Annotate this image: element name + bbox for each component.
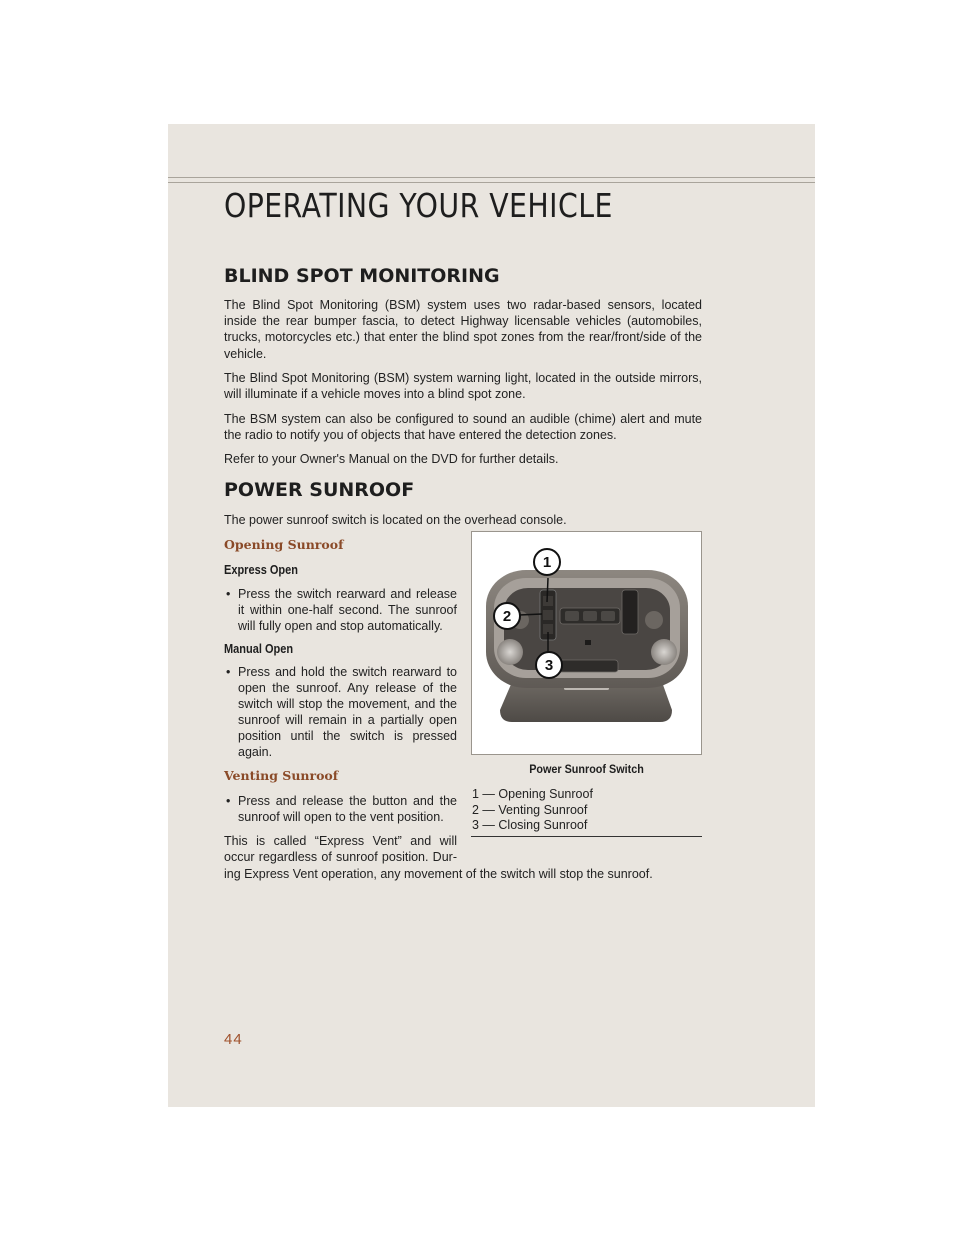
open-switch-segment (543, 596, 553, 606)
figure-caption: Power Sunroof Switch (529, 762, 644, 776)
express-vent-line-1: This is called “Express Vent” and will (224, 834, 457, 848)
page-number: 44 (224, 1031, 243, 1048)
callout-line-1 (547, 578, 548, 602)
callout-line-2 (519, 614, 542, 615)
express-vent-line-2: occur regardless of sunroof position. Dur- (224, 850, 457, 864)
garage-button-1 (565, 611, 579, 621)
bsm-paragraph-3: The BSM system can also be configured to sound an audible (chime) alert and mute the radio to notify you of objects that have entered the detection zones. (224, 412, 702, 443)
venting-text: Press and release the button and the sunroof will open to the vent position. (238, 794, 457, 824)
garage-button-2 (583, 611, 597, 621)
garage-button-3 (601, 611, 615, 621)
speaker-grille-right (645, 611, 663, 629)
console-panel (504, 588, 670, 670)
express-vent-line-3: ing Express Vent operation, any movement of the switch will stop the sunroof. (224, 867, 653, 881)
legend-item-1: 1 — Opening Sunroof (472, 787, 593, 801)
legend-rule (471, 836, 702, 837)
opening-sunroof-heading: Opening Sunroof (224, 537, 344, 552)
sunroof-intro: The power sunroof switch is located on the overhead console. (224, 513, 567, 527)
callout-number-2: 2 (502, 608, 512, 625)
bullet-dot: • (226, 794, 231, 808)
bullet-dot: • (226, 665, 231, 679)
manual-open-text: Press and hold the switch rearward to open the sunroof. Any release of the switch will stop the movement, and the sunroof will remain in a partially open position until the switch is pressed again. (238, 665, 457, 759)
bsm-paragraph-2: The Blind Spot Monitoring (BSM) system warning light, located in the outside mirrors, will illuminate if a vehicle moves into a blind spot zone. (224, 371, 702, 402)
callout-number-3: 3 (544, 657, 554, 674)
manual-open-bullet (224, 664, 457, 760)
vent-switch-segment (543, 610, 553, 620)
sunroof-switch-figure (471, 531, 702, 755)
header-rule-bottom (168, 182, 815, 183)
header-rule-top (168, 177, 815, 178)
callout-number-1: 1 (542, 554, 552, 571)
bsm-paragraph-1: The Blind Spot Monitoring (BSM) system uses two radar-based sensors, located inside the rear bumper fascia, to detect Highway licensable vehicles (automobiles, trucks, motorcycles etc.) that enter the blind spot zones from the rear/front/side of the vehicle. (224, 298, 702, 361)
figure-legend (472, 787, 702, 834)
bsm-paragraph-4: Refer to your Owner's Manual on the DVD for further details. (224, 452, 559, 466)
venting-sunroof-heading: Venting Sunroof (224, 768, 339, 783)
sunglass-holder (622, 590, 638, 634)
sunroof-heading: POWER SUNROOF (224, 479, 415, 501)
express-open-bullet (224, 586, 457, 634)
map-lamp-right (651, 639, 677, 665)
legend-item-3: 3 — Closing Sunroof (472, 818, 588, 833)
shade-buttons (558, 660, 618, 672)
express-open-heading: Express Open (224, 563, 298, 577)
sensor (585, 640, 591, 645)
express-open-text: Press the switch rearward and release it within one-half second. The sunroof will fully open and stop automatically. (238, 587, 457, 633)
chapter-title: OPERATING YOUR VEHICLE (224, 186, 613, 225)
manual-open-heading: Manual Open (224, 642, 294, 656)
bsm-heading: BLIND SPOT MONITORING (224, 265, 500, 287)
bullet-dot: • (226, 587, 231, 601)
legend-item-2: 2 — Venting Sunroof (472, 802, 588, 817)
map-lamp-left (497, 639, 523, 665)
venting-bullet (224, 793, 457, 825)
overhead-console-illustration (472, 532, 701, 754)
